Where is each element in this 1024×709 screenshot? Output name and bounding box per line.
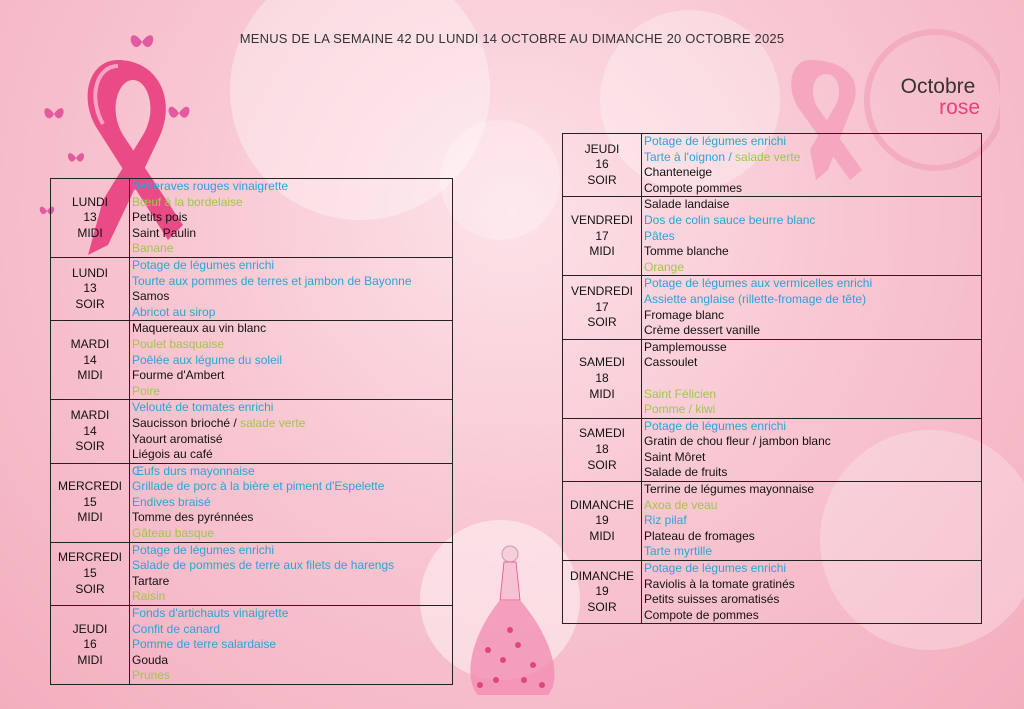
dish-item (644, 561, 979, 577)
dish-text: Betteraves rouges vinaigrette (132, 179, 289, 193)
dish-text: Axoa de veau (644, 497, 718, 512)
day-name: SAMEDI (578, 426, 625, 441)
dish-text: Poêlée aux légume du soleil (132, 352, 283, 367)
dish-text: Compote de pommes (644, 607, 759, 622)
menu-dishes-cell (642, 561, 982, 624)
meal-time: SOIR (75, 296, 105, 311)
menu-dishes-cell (642, 339, 982, 418)
menu-day-cell (51, 463, 130, 542)
dish-text: Salade de fruits (644, 465, 728, 480)
dish-text: Raisin (132, 589, 166, 604)
menu-row (51, 257, 453, 320)
dish-text: Pomme / kiwi (644, 402, 716, 417)
dish-text: Crème dessert vanille (644, 323, 761, 338)
dish-text: Potage de légumes enrichi (644, 561, 787, 576)
menu-day-cell (563, 482, 642, 561)
menu-dishes-cell (130, 400, 453, 463)
day-name: LUNDI (71, 265, 108, 280)
day-number: 17 (595, 228, 609, 243)
butterfly-icon (66, 148, 86, 168)
dish-item (132, 432, 450, 448)
dish-text: Saucisson brioché / (132, 415, 241, 430)
meal-time: MIDI (589, 528, 615, 543)
dish-item (644, 434, 979, 450)
day-number: 17 (595, 299, 609, 314)
dish-item (644, 181, 979, 197)
dish-item (132, 668, 450, 684)
dish-item (132, 353, 450, 369)
meal-time: MIDI (77, 510, 103, 525)
dish-item (644, 577, 979, 593)
menu-day-cell (51, 542, 130, 605)
dish-text: Fromage blanc (644, 307, 725, 322)
dish-text: Salade landaise (644, 197, 730, 212)
menu-day-cell (51, 400, 130, 463)
menu-day-cell (563, 339, 642, 418)
menu-dishes-cell (642, 418, 982, 481)
day-name: MERCREDI (57, 550, 122, 565)
logo-line1: Octobre (900, 75, 976, 98)
dish-item (644, 608, 979, 624)
dish-item (132, 416, 450, 432)
dish-item (644, 498, 979, 514)
dish-item (132, 479, 450, 495)
dish-text: Œufs durs mayonnaise (132, 463, 255, 478)
dish-item (132, 653, 450, 669)
dish-item (644, 308, 979, 324)
day-name: JEUDI (584, 141, 620, 156)
dish-item (132, 558, 450, 574)
dish-item (132, 464, 450, 480)
dish-text: Potage de légumes enrichi (644, 134, 787, 148)
dish-item (644, 465, 979, 481)
dish-item (132, 400, 450, 416)
dish-text: Bœuf à la bordelaise (132, 194, 243, 209)
meal-time: MIDI (77, 225, 103, 240)
day-number: 14 (83, 423, 97, 438)
dish-text: Saint Félicien (644, 386, 717, 401)
logo-line2: rose (939, 96, 980, 119)
day-number: 18 (595, 442, 609, 457)
dish-text: Abricot au sirop (132, 304, 216, 319)
dish-text: Samos (132, 289, 170, 304)
dish-item (132, 622, 450, 638)
dish-item (644, 213, 979, 229)
dish-item (132, 289, 450, 305)
dish-item (132, 274, 450, 290)
dish-item (132, 589, 450, 605)
dish-item (644, 244, 979, 260)
menu-row (563, 339, 982, 418)
day-number: 18 (595, 370, 609, 385)
dish-text: Potage de légumes aux vermicelles enrichi (644, 276, 873, 291)
dish-item (132, 337, 450, 353)
day-number: 15 (83, 566, 97, 581)
day-number: 13 (83, 210, 97, 225)
dish-text: Tarte à l'oignon / (644, 149, 736, 164)
dish-item (644, 387, 979, 403)
dish-item (132, 195, 450, 211)
menu-day-cell (563, 197, 642, 276)
dish-text: Tarte myrtille (644, 544, 713, 559)
menu-dishes-cell (130, 463, 453, 542)
menu-day-cell (51, 321, 130, 400)
dish-text: Grillade de porc à la bière et piment d'Espelette (132, 479, 385, 494)
bokeh-light (440, 120, 560, 240)
dish-item (644, 197, 979, 213)
menu-row (563, 134, 982, 197)
menu-row (51, 606, 453, 685)
menu-dishes-cell (642, 482, 982, 561)
dish-item (132, 447, 450, 463)
dish-text: Tomme des pyrénnées (132, 510, 254, 525)
dish-item (644, 292, 979, 308)
dish-item (644, 482, 979, 498)
dish-text: Gâteau basque (132, 526, 215, 541)
meal-time: SOIR (587, 600, 617, 615)
dish-item (644, 529, 979, 545)
dish-text: Chanteneige (644, 165, 713, 180)
menu-row (563, 197, 982, 276)
day-name: SAMEDI (578, 355, 625, 370)
menu-day-cell (563, 134, 642, 197)
dish-item (644, 165, 979, 181)
menu-row (51, 321, 453, 400)
day-name: DIMANCHE (569, 497, 634, 512)
menu-day-cell (563, 276, 642, 339)
dish-side-text: salade verte (735, 149, 801, 164)
dish-text: Riz pilaf (644, 513, 687, 528)
menu-row (51, 463, 453, 542)
day-number: 16 (595, 157, 609, 172)
left-menu-table (50, 178, 453, 685)
day-name: VENDREDI (570, 212, 633, 227)
dish-item (132, 637, 450, 653)
dish-item (132, 321, 450, 337)
dish-text: Pâtes (644, 228, 675, 243)
dish-text: Plateau de fromages (644, 528, 755, 543)
dish-text: Tourte aux pommes de terres et jambon de Bayonne (132, 273, 412, 288)
menu-row (563, 561, 982, 624)
menu-day-cell (563, 418, 642, 481)
dish-item (644, 260, 979, 276)
dish-item (644, 419, 979, 435)
dish-text: Maquereaux au vin blanc (132, 321, 267, 336)
dish-item (132, 368, 450, 384)
octobre-rose-logo (888, 76, 988, 118)
day-name: LUNDI (71, 194, 108, 209)
dish-item (132, 526, 450, 542)
menu-dishes-cell (130, 606, 453, 685)
day-number: 14 (83, 352, 97, 367)
dish-text: Gouda (132, 652, 169, 667)
day-number: 16 (83, 637, 97, 652)
dish-text: Tartare (132, 573, 170, 588)
dish-item (644, 402, 979, 418)
meal-time: SOIR (75, 439, 105, 454)
menu-dishes-cell (130, 321, 453, 400)
dish-text: Pamplemousse (644, 339, 727, 354)
dish-text: Prunes (132, 668, 171, 683)
dish-item (644, 276, 979, 292)
menu-day-cell (51, 179, 130, 258)
menu-dishes-cell (642, 276, 982, 339)
dish-text: Endives braisé (132, 494, 211, 509)
dish-item (132, 510, 450, 526)
menu-row (51, 400, 453, 463)
meal-time: SOIR (587, 457, 617, 472)
dish-item (644, 544, 979, 560)
dish-text: Yaourt aromatisé (132, 431, 223, 446)
dish-item (132, 305, 450, 321)
dish-item (132, 258, 450, 274)
pink-dress-figure-icon (458, 540, 568, 700)
meal-time: SOIR (75, 581, 105, 596)
dish-item (132, 606, 450, 622)
dish-text: Potage de légumes enrichi (132, 542, 275, 557)
dish-side-text: salade verte (240, 415, 306, 430)
right-menu-table (562, 133, 982, 624)
day-name: DIMANCHE (569, 568, 634, 583)
dish-item (132, 226, 450, 242)
menu-row (563, 276, 982, 339)
dish-text: Raviolis à la tomate gratinés (644, 576, 795, 591)
menu-day-cell (563, 561, 642, 624)
day-name: JEUDI (72, 621, 108, 636)
dish-item (644, 513, 979, 529)
dish-item (644, 371, 979, 387)
dish-text: Potage de légumes enrichi (644, 418, 787, 433)
butterfly-icon (128, 28, 156, 56)
dish-item (132, 495, 450, 511)
meal-time: MIDI (77, 652, 103, 667)
menu-day-cell (51, 257, 130, 320)
dish-item (132, 574, 450, 590)
dish-item (132, 384, 450, 400)
dish-text: Confit de canard (132, 621, 221, 636)
dish-text: Cassoulet (644, 355, 698, 370)
dish-text: Pomme de terre salardaise (132, 637, 277, 652)
dish-item (644, 340, 979, 356)
dish-text: Compote pommes (644, 180, 743, 195)
menu-dishes-cell (642, 134, 982, 197)
dish-text: Assiette anglaise (rillette-fromage de tête) (644, 291, 867, 306)
day-name: MERCREDI (57, 479, 122, 494)
dish-item (644, 323, 979, 339)
dish-item (644, 134, 979, 150)
meal-time: MIDI (589, 244, 615, 259)
dish-text: Saint Paulin (132, 225, 197, 240)
day-number: 13 (83, 281, 97, 296)
dish-text: Poulet basquaise (132, 336, 225, 351)
dish-text: Liégois au café (132, 447, 213, 462)
dish-text: Poire (132, 383, 161, 398)
dish-item (644, 229, 979, 245)
menu-dishes-cell (130, 257, 453, 320)
page-title: MENUS DE LA SEMAINE 42 DU LUNDI 14 OCTOBRE AU DIMANCHE 20 OCTOBRE 2025 (239, 31, 785, 46)
dish-item (644, 450, 979, 466)
dish-item (132, 241, 450, 257)
menu-row (563, 482, 982, 561)
dish-text: Fourme d'Ambert (132, 368, 225, 383)
menu-row (51, 179, 453, 258)
day-number: 19 (595, 584, 609, 599)
menu-row (51, 542, 453, 605)
meal-time: SOIR (587, 315, 617, 330)
dish-item (644, 150, 979, 166)
dish-item (132, 210, 450, 226)
dish-item (644, 592, 979, 608)
dish-item (644, 355, 979, 371)
meal-time: MIDI (589, 386, 615, 401)
menu-dishes-cell (642, 197, 982, 276)
dish-text: Petits pois (132, 210, 188, 225)
day-name: MARDI (70, 408, 110, 423)
dish-text: Tomme blanche (644, 244, 729, 259)
menu-row (563, 418, 982, 481)
dish-item (132, 179, 450, 195)
dish-item (132, 543, 450, 559)
meal-time: SOIR (587, 172, 617, 187)
dish-text: Velouté de tomates enrichi (132, 400, 274, 415)
menu-dishes-cell (130, 179, 453, 258)
dish-text: Terrine de légumes mayonnaise (644, 482, 815, 497)
dish-text: Orange (644, 259, 685, 274)
meal-time: MIDI (77, 368, 103, 383)
butterfly-icon (42, 102, 66, 126)
dish-text: Banane (132, 241, 174, 256)
dish-text: Dos de colin sauce beurre blanc (644, 212, 816, 227)
menu-dishes-cell (130, 542, 453, 605)
dish-text: Gratin de chou fleur / jambon blanc (644, 434, 831, 449)
day-name: VENDREDI (570, 284, 633, 299)
day-number: 19 (595, 513, 609, 528)
dish-text: Petits suisses aromatisés (644, 592, 780, 607)
butterfly-icon (166, 100, 192, 126)
menu-day-cell (51, 606, 130, 685)
day-number: 15 (83, 494, 97, 509)
day-name: MARDI (70, 336, 110, 351)
dish-text: Fonds d'artichauts vinaigrette (132, 606, 289, 621)
dish-text: Salade de pommes de terre aux filets de harengs (132, 558, 395, 573)
dish-text: Potage de légumes enrichi (132, 257, 275, 272)
dish-text: Saint Môret (644, 449, 706, 464)
